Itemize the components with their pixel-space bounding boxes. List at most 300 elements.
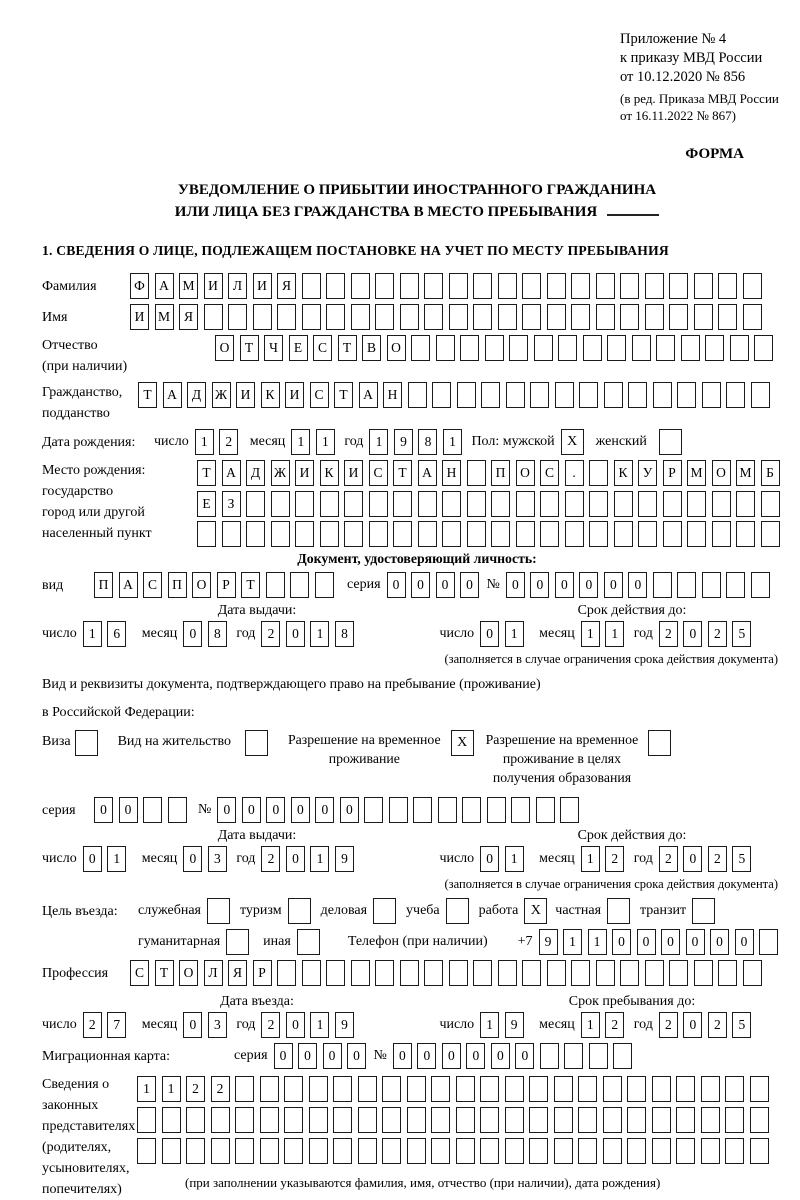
char-cell[interactable]: 1 xyxy=(505,621,524,647)
char-cell[interactable]: 1 xyxy=(316,429,335,455)
char-cell[interactable]: 2 xyxy=(261,1012,280,1038)
char-cell[interactable] xyxy=(143,797,162,823)
char-cell[interactable]: 9 xyxy=(539,929,558,955)
char-cell[interactable]: 0 xyxy=(460,572,479,598)
char-cell[interactable]: С xyxy=(540,460,559,486)
char-cell[interactable] xyxy=(407,1138,426,1164)
char-cell[interactable]: 7 xyxy=(107,1012,126,1038)
char-cell[interactable] xyxy=(473,273,492,299)
char-cell[interactable] xyxy=(702,572,721,598)
char-cell[interactable] xyxy=(620,304,639,330)
char-cell[interactable]: 0 xyxy=(555,572,574,598)
char-cell[interactable]: 5 xyxy=(732,1012,751,1038)
char-cell[interactable] xyxy=(743,273,762,299)
char-cell[interactable] xyxy=(431,1138,450,1164)
char-cell[interactable] xyxy=(687,521,706,547)
char-cell[interactable] xyxy=(754,335,773,361)
char-cell[interactable] xyxy=(529,1107,548,1133)
temp-residence-checkbox[interactable]: X xyxy=(451,730,474,756)
char-cell[interactable]: Т xyxy=(241,572,260,598)
char-cell[interactable]: М xyxy=(736,460,755,486)
char-cell[interactable]: И xyxy=(295,460,314,486)
char-cell[interactable]: 1 xyxy=(369,429,388,455)
char-cell[interactable]: А xyxy=(155,273,174,299)
char-cell[interactable] xyxy=(351,273,370,299)
char-cell[interactable]: 0 xyxy=(286,1012,305,1038)
char-cell[interactable]: О xyxy=(516,460,535,486)
char-cell[interactable]: Ж xyxy=(212,382,231,408)
char-cell[interactable]: Б xyxy=(761,460,780,486)
char-cell[interactable] xyxy=(442,491,461,517)
char-cell[interactable] xyxy=(529,1076,548,1102)
char-cell[interactable] xyxy=(603,1138,622,1164)
char-cell[interactable] xyxy=(351,304,370,330)
char-cell[interactable]: 0 xyxy=(515,1043,534,1069)
char-cell[interactable]: 5 xyxy=(732,846,751,872)
char-cell[interactable]: Ж xyxy=(271,460,290,486)
char-cell[interactable]: 1 xyxy=(588,929,607,955)
char-cell[interactable] xyxy=(460,335,479,361)
char-cell[interactable] xyxy=(418,521,437,547)
char-cell[interactable]: 0 xyxy=(661,929,680,955)
char-cell[interactable]: Ф xyxy=(130,273,149,299)
char-cell[interactable]: А xyxy=(163,382,182,408)
char-cell[interactable] xyxy=(246,521,265,547)
male-checkbox[interactable]: X xyxy=(561,429,584,455)
char-cell[interactable] xyxy=(632,335,651,361)
char-cell[interactable]: 1 xyxy=(162,1076,181,1102)
char-cell[interactable] xyxy=(750,1107,769,1133)
char-cell[interactable] xyxy=(424,960,443,986)
char-cell[interactable] xyxy=(578,1107,597,1133)
char-cell[interactable] xyxy=(389,797,408,823)
char-cell[interactable]: Д xyxy=(187,382,206,408)
char-cell[interactable]: 0 xyxy=(683,846,702,872)
char-cell[interactable] xyxy=(393,491,412,517)
char-cell[interactable] xyxy=(712,491,731,517)
char-cell[interactable] xyxy=(614,491,633,517)
char-cell[interactable]: 0 xyxy=(683,621,702,647)
char-cell[interactable] xyxy=(589,521,608,547)
char-cell[interactable]: 0 xyxy=(491,1043,510,1069)
char-cell[interactable] xyxy=(480,1138,499,1164)
char-cell[interactable] xyxy=(211,1107,230,1133)
char-cell[interactable] xyxy=(558,335,577,361)
char-cell[interactable] xyxy=(530,382,549,408)
char-cell[interactable]: 0 xyxy=(183,846,202,872)
char-cell[interactable]: 0 xyxy=(735,929,754,955)
char-cell[interactable] xyxy=(522,960,541,986)
char-cell[interactable] xyxy=(627,1076,646,1102)
char-cell[interactable] xyxy=(498,304,517,330)
char-cell[interactable] xyxy=(382,1107,401,1133)
char-cell[interactable]: 1 xyxy=(310,621,329,647)
char-cell[interactable] xyxy=(407,1076,426,1102)
char-cell[interactable]: 0 xyxy=(480,621,499,647)
purpose-humanitarian-checkbox[interactable] xyxy=(226,929,249,955)
purpose-other-checkbox[interactable] xyxy=(297,929,320,955)
char-cell[interactable] xyxy=(522,273,541,299)
char-cell[interactable]: З xyxy=(222,491,241,517)
char-cell[interactable] xyxy=(522,304,541,330)
residence-permit-checkbox[interactable] xyxy=(245,730,268,756)
char-cell[interactable]: 0 xyxy=(242,797,261,823)
char-cell[interactable] xyxy=(560,797,579,823)
char-cell[interactable]: 0 xyxy=(286,621,305,647)
char-cell[interactable] xyxy=(555,382,574,408)
char-cell[interactable] xyxy=(725,1138,744,1164)
char-cell[interactable] xyxy=(607,335,626,361)
char-cell[interactable]: Н xyxy=(383,382,402,408)
char-cell[interactable] xyxy=(725,1076,744,1102)
char-cell[interactable] xyxy=(676,1138,695,1164)
char-cell[interactable]: 1 xyxy=(505,846,524,872)
char-cell[interactable] xyxy=(260,1107,279,1133)
char-cell[interactable]: 2 xyxy=(261,621,280,647)
char-cell[interactable]: 0 xyxy=(579,572,598,598)
char-cell[interactable] xyxy=(467,460,486,486)
char-cell[interactable]: 0 xyxy=(119,797,138,823)
char-cell[interactable] xyxy=(736,491,755,517)
char-cell[interactable] xyxy=(491,491,510,517)
char-cell[interactable]: 6 xyxy=(107,621,126,647)
char-cell[interactable]: А xyxy=(359,382,378,408)
char-cell[interactable]: 0 xyxy=(183,1012,202,1038)
char-cell[interactable] xyxy=(603,1076,622,1102)
char-cell[interactable]: 0 xyxy=(612,929,631,955)
char-cell[interactable]: 0 xyxy=(442,1043,461,1069)
char-cell[interactable] xyxy=(676,1107,695,1133)
char-cell[interactable] xyxy=(596,273,615,299)
char-cell[interactable]: 1 xyxy=(480,1012,499,1038)
char-cell[interactable] xyxy=(718,273,737,299)
char-cell[interactable] xyxy=(481,382,500,408)
char-cell[interactable]: К xyxy=(261,382,280,408)
char-cell[interactable] xyxy=(382,1138,401,1164)
purpose-study-checkbox[interactable] xyxy=(446,898,469,924)
char-cell[interactable] xyxy=(284,1107,303,1133)
char-cell[interactable] xyxy=(565,491,584,517)
char-cell[interactable] xyxy=(456,1107,475,1133)
char-cell[interactable] xyxy=(222,521,241,547)
char-cell[interactable]: Я xyxy=(277,273,296,299)
char-cell[interactable]: 0 xyxy=(217,797,236,823)
char-cell[interactable] xyxy=(653,572,672,598)
char-cell[interactable] xyxy=(457,382,476,408)
char-cell[interactable]: 1 xyxy=(310,1012,329,1038)
char-cell[interactable] xyxy=(726,572,745,598)
char-cell[interactable]: 2 xyxy=(708,1012,727,1038)
char-cell[interactable] xyxy=(235,1138,254,1164)
char-cell[interactable] xyxy=(677,572,696,598)
char-cell[interactable]: 8 xyxy=(418,429,437,455)
char-cell[interactable] xyxy=(712,521,731,547)
char-cell[interactable]: 2 xyxy=(211,1076,230,1102)
char-cell[interactable] xyxy=(375,960,394,986)
char-cell[interactable] xyxy=(204,304,223,330)
char-cell[interactable]: 2 xyxy=(219,429,238,455)
char-cell[interactable] xyxy=(253,304,272,330)
char-cell[interactable]: 0 xyxy=(480,846,499,872)
char-cell[interactable] xyxy=(260,1138,279,1164)
purpose-private-checkbox[interactable] xyxy=(607,898,630,924)
char-cell[interactable]: 0 xyxy=(387,572,406,598)
char-cell[interactable] xyxy=(162,1138,181,1164)
char-cell[interactable]: 0 xyxy=(628,572,647,598)
char-cell[interactable] xyxy=(295,521,314,547)
char-cell[interactable] xyxy=(197,521,216,547)
char-cell[interactable] xyxy=(663,521,682,547)
char-cell[interactable] xyxy=(511,797,530,823)
char-cell[interactable]: 1 xyxy=(581,1012,600,1038)
char-cell[interactable] xyxy=(400,273,419,299)
char-cell[interactable]: 9 xyxy=(505,1012,524,1038)
char-cell[interactable] xyxy=(344,521,363,547)
char-cell[interactable]: 3 xyxy=(208,846,227,872)
char-cell[interactable]: 2 xyxy=(605,1012,624,1038)
char-cell[interactable]: К xyxy=(320,460,339,486)
char-cell[interactable] xyxy=(547,273,566,299)
char-cell[interactable] xyxy=(571,304,590,330)
char-cell[interactable] xyxy=(603,1107,622,1133)
char-cell[interactable] xyxy=(701,1138,720,1164)
temp-residence-education-checkbox[interactable] xyxy=(648,730,671,756)
char-cell[interactable]: 9 xyxy=(394,429,413,455)
char-cell[interactable] xyxy=(498,960,517,986)
char-cell[interactable] xyxy=(320,491,339,517)
char-cell[interactable]: М xyxy=(179,273,198,299)
char-cell[interactable]: 2 xyxy=(605,846,624,872)
char-cell[interactable] xyxy=(456,1076,475,1102)
char-cell[interactable] xyxy=(681,335,700,361)
char-cell[interactable] xyxy=(694,273,713,299)
char-cell[interactable] xyxy=(701,1107,720,1133)
char-cell[interactable] xyxy=(271,521,290,547)
char-cell[interactable]: О xyxy=(192,572,211,598)
char-cell[interactable]: 0 xyxy=(315,797,334,823)
char-cell[interactable] xyxy=(589,1043,608,1069)
char-cell[interactable]: 1 xyxy=(563,929,582,955)
char-cell[interactable]: Л xyxy=(228,273,247,299)
char-cell[interactable]: 1 xyxy=(291,429,310,455)
char-cell[interactable] xyxy=(186,1138,205,1164)
char-cell[interactable]: 0 xyxy=(683,1012,702,1038)
char-cell[interactable]: О xyxy=(387,335,406,361)
purpose-work-checkbox[interactable]: X xyxy=(524,898,547,924)
char-cell[interactable]: 0 xyxy=(417,1043,436,1069)
char-cell[interactable] xyxy=(408,382,427,408)
char-cell[interactable]: Ч xyxy=(264,335,283,361)
char-cell[interactable] xyxy=(424,273,443,299)
char-cell[interactable] xyxy=(614,521,633,547)
char-cell[interactable]: 0 xyxy=(686,929,705,955)
char-cell[interactable] xyxy=(431,1076,450,1102)
char-cell[interactable]: О xyxy=(215,335,234,361)
char-cell[interactable] xyxy=(596,960,615,986)
char-cell[interactable] xyxy=(669,960,688,986)
char-cell[interactable]: Н xyxy=(442,460,461,486)
char-cell[interactable]: 1 xyxy=(605,621,624,647)
char-cell[interactable]: С xyxy=(130,960,149,986)
char-cell[interactable] xyxy=(540,491,559,517)
char-cell[interactable] xyxy=(656,335,675,361)
char-cell[interactable]: Л xyxy=(204,960,223,986)
char-cell[interactable] xyxy=(540,521,559,547)
purpose-official-checkbox[interactable] xyxy=(207,898,230,924)
char-cell[interactable]: П xyxy=(491,460,510,486)
char-cell[interactable]: 0 xyxy=(530,572,549,598)
char-cell[interactable]: У xyxy=(638,460,657,486)
char-cell[interactable]: И xyxy=(130,304,149,330)
char-cell[interactable] xyxy=(565,521,584,547)
char-cell[interactable] xyxy=(761,521,780,547)
char-cell[interactable] xyxy=(718,960,737,986)
char-cell[interactable]: С xyxy=(143,572,162,598)
char-cell[interactable] xyxy=(547,960,566,986)
char-cell[interactable]: И xyxy=(204,273,223,299)
char-cell[interactable] xyxy=(137,1107,156,1133)
char-cell[interactable] xyxy=(309,1076,328,1102)
char-cell[interactable] xyxy=(759,929,778,955)
char-cell[interactable] xyxy=(485,335,504,361)
char-cell[interactable]: 1 xyxy=(581,621,600,647)
char-cell[interactable] xyxy=(400,304,419,330)
char-cell[interactable]: 0 xyxy=(436,572,455,598)
char-cell[interactable] xyxy=(694,960,713,986)
char-cell[interactable] xyxy=(235,1107,254,1133)
char-cell[interactable] xyxy=(449,304,468,330)
char-cell[interactable]: 2 xyxy=(659,846,678,872)
char-cell[interactable] xyxy=(480,1076,499,1102)
char-cell[interactable] xyxy=(364,797,383,823)
char-cell[interactable]: 0 xyxy=(466,1043,485,1069)
female-checkbox[interactable] xyxy=(659,429,682,455)
char-cell[interactable] xyxy=(547,304,566,330)
char-cell[interactable] xyxy=(456,1138,475,1164)
char-cell[interactable] xyxy=(449,273,468,299)
char-cell[interactable]: 0 xyxy=(506,572,525,598)
char-cell[interactable]: В xyxy=(362,335,381,361)
char-cell[interactable] xyxy=(438,797,457,823)
char-cell[interactable] xyxy=(462,797,481,823)
char-cell[interactable] xyxy=(540,1043,559,1069)
char-cell[interactable] xyxy=(436,335,455,361)
char-cell[interactable] xyxy=(652,1107,671,1133)
char-cell[interactable] xyxy=(554,1107,573,1133)
char-cell[interactable]: 1 xyxy=(581,846,600,872)
char-cell[interactable]: 2 xyxy=(659,621,678,647)
char-cell[interactable] xyxy=(638,521,657,547)
char-cell[interactable] xyxy=(750,1138,769,1164)
char-cell[interactable] xyxy=(579,382,598,408)
char-cell[interactable] xyxy=(393,521,412,547)
char-cell[interactable] xyxy=(137,1138,156,1164)
char-cell[interactable]: 0 xyxy=(340,797,359,823)
char-cell[interactable] xyxy=(701,1076,720,1102)
char-cell[interactable] xyxy=(620,273,639,299)
char-cell[interactable] xyxy=(246,491,265,517)
char-cell[interactable]: И xyxy=(253,273,272,299)
char-cell[interactable] xyxy=(326,304,345,330)
char-cell[interactable] xyxy=(432,382,451,408)
char-cell[interactable] xyxy=(284,1076,303,1102)
char-cell[interactable]: 0 xyxy=(710,929,729,955)
char-cell[interactable] xyxy=(669,273,688,299)
char-cell[interactable] xyxy=(645,273,664,299)
char-cell[interactable]: Я xyxy=(179,304,198,330)
char-cell[interactable]: М xyxy=(155,304,174,330)
char-cell[interactable] xyxy=(320,521,339,547)
char-cell[interactable]: О xyxy=(179,960,198,986)
char-cell[interactable] xyxy=(730,335,749,361)
char-cell[interactable] xyxy=(751,382,770,408)
char-cell[interactable] xyxy=(506,382,525,408)
char-cell[interactable] xyxy=(168,797,187,823)
char-cell[interactable] xyxy=(431,1107,450,1133)
char-cell[interactable] xyxy=(750,1076,769,1102)
char-cell[interactable] xyxy=(382,1076,401,1102)
char-cell[interactable] xyxy=(418,491,437,517)
char-cell[interactable] xyxy=(295,491,314,517)
char-cell[interactable] xyxy=(583,335,602,361)
char-cell[interactable] xyxy=(653,382,672,408)
char-cell[interactable]: 5 xyxy=(732,621,751,647)
char-cell[interactable] xyxy=(534,335,553,361)
char-cell[interactable] xyxy=(571,960,590,986)
char-cell[interactable]: 2 xyxy=(659,1012,678,1038)
char-cell[interactable] xyxy=(480,1107,499,1133)
char-cell[interactable] xyxy=(505,1107,524,1133)
char-cell[interactable] xyxy=(315,572,334,598)
char-cell[interactable] xyxy=(449,960,468,986)
char-cell[interactable] xyxy=(375,304,394,330)
char-cell[interactable] xyxy=(761,491,780,517)
char-cell[interactable] xyxy=(589,460,608,486)
char-cell[interactable]: Е xyxy=(197,491,216,517)
char-cell[interactable]: 0 xyxy=(183,621,202,647)
char-cell[interactable] xyxy=(411,335,430,361)
char-cell[interactable] xyxy=(663,491,682,517)
char-cell[interactable] xyxy=(277,960,296,986)
char-cell[interactable]: 0 xyxy=(347,1043,366,1069)
char-cell[interactable] xyxy=(302,304,321,330)
char-cell[interactable] xyxy=(491,521,510,547)
char-cell[interactable] xyxy=(358,1138,377,1164)
char-cell[interactable] xyxy=(375,273,394,299)
char-cell[interactable] xyxy=(400,960,419,986)
visa-checkbox[interactable] xyxy=(75,730,98,756)
char-cell[interactable] xyxy=(351,960,370,986)
char-cell[interactable] xyxy=(596,304,615,330)
char-cell[interactable] xyxy=(442,521,461,547)
char-cell[interactable] xyxy=(736,521,755,547)
char-cell[interactable] xyxy=(290,572,309,598)
char-cell[interactable] xyxy=(473,960,492,986)
char-cell[interactable]: 0 xyxy=(411,572,430,598)
char-cell[interactable]: 1 xyxy=(107,846,126,872)
char-cell[interactable] xyxy=(536,797,555,823)
char-cell[interactable] xyxy=(424,304,443,330)
char-cell[interactable] xyxy=(309,1138,328,1164)
char-cell[interactable] xyxy=(718,304,737,330)
char-cell[interactable] xyxy=(505,1138,524,1164)
char-cell[interactable] xyxy=(743,960,762,986)
char-cell[interactable]: 2 xyxy=(83,1012,102,1038)
char-cell[interactable] xyxy=(516,521,535,547)
char-cell[interactable] xyxy=(751,572,770,598)
char-cell[interactable]: С xyxy=(310,382,329,408)
char-cell[interactable] xyxy=(578,1076,597,1102)
